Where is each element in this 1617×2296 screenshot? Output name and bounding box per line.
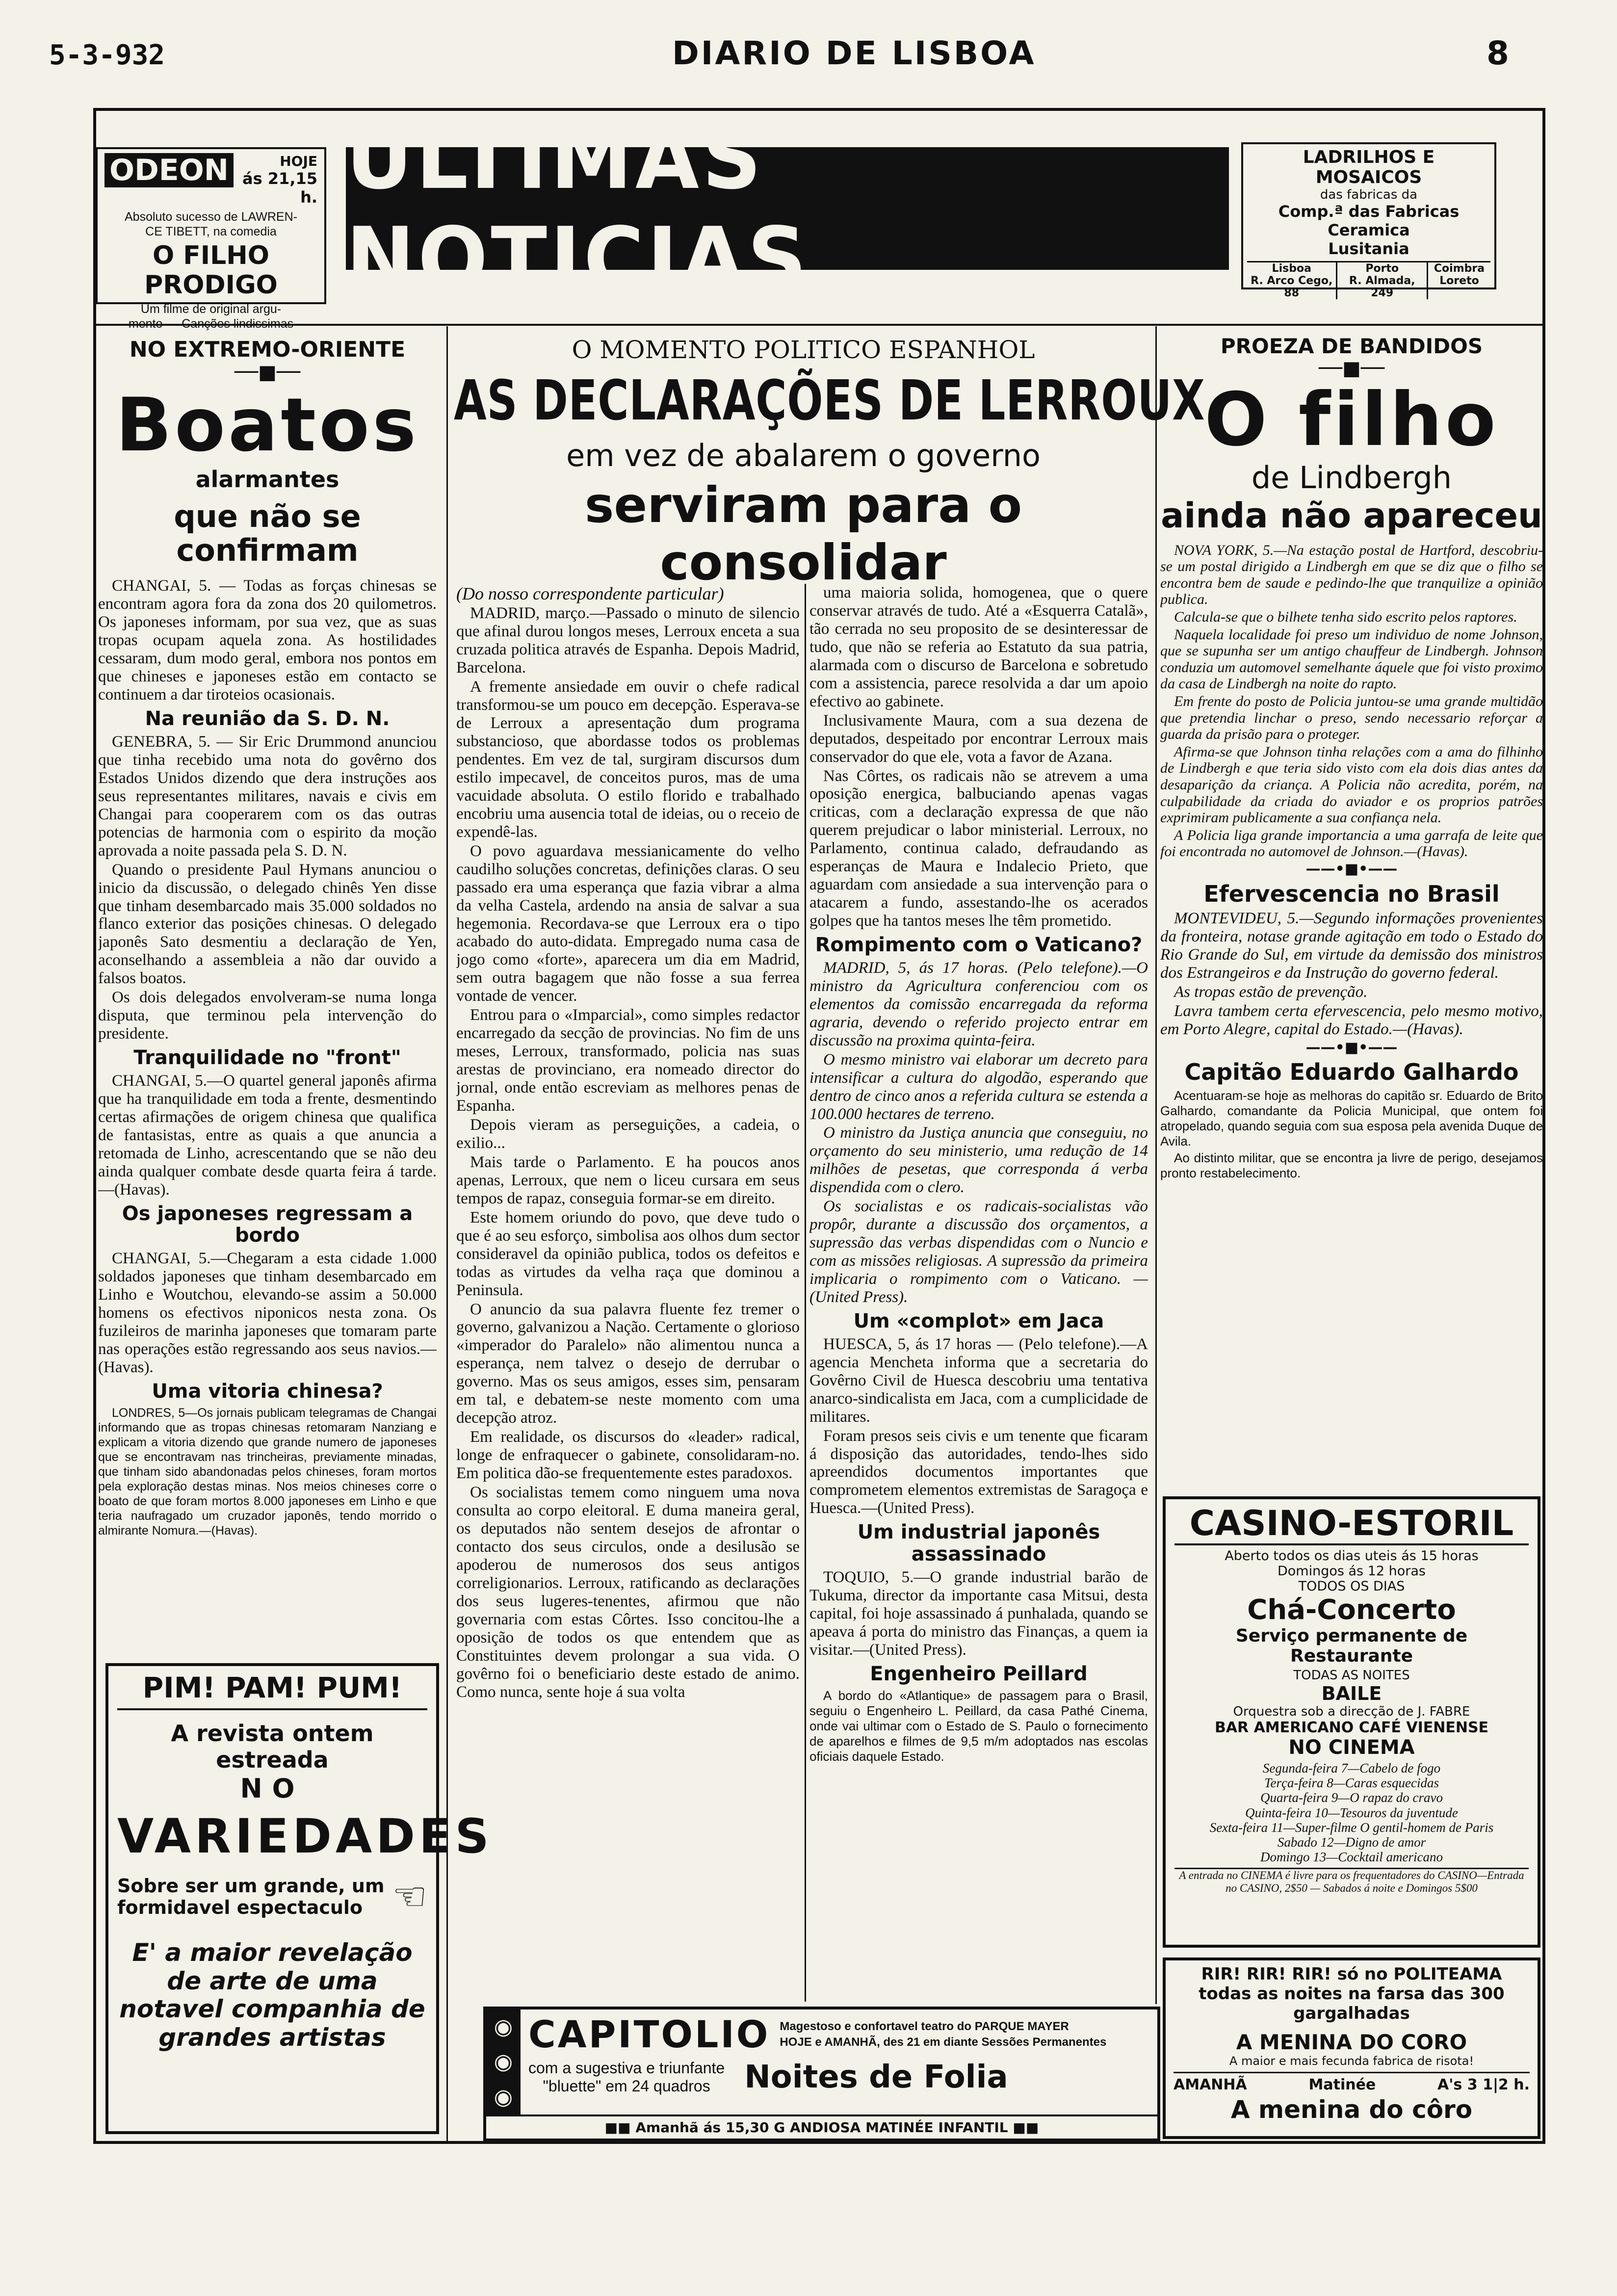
casino-bar: BAR AMERICANO CAFÉ VIENENSE [1214, 1719, 1489, 1736]
pim-theatre: VARIEDADES [117, 1809, 493, 1864]
newspaper-title: DIARIO DE LISBOA [672, 34, 1036, 72]
pim-title: PIM! PAM! PUM! [117, 1671, 427, 1710]
col1-h3: Tranquilidade no "front" [133, 1046, 401, 1070]
col3-p4: MADRID, 5, ás 17 horas. (Pelo telefone).—O ministro da Agricultura conferenciou com os elementos da comissão encarregada da reforma agraria, devendo o referido projecto entrar em discussão na proxima quinta-feira. [809, 959, 1148, 1049]
casino-cha: Chá-Concerto [1247, 1594, 1456, 1626]
casino-program-item: Segunda-feira 7—Cabelo de fogo [1262, 1761, 1441, 1775]
col4-sub2: ainda não apareceu [1161, 496, 1542, 536]
ladrilhos-city-coimbra: Coimbra [1434, 262, 1485, 275]
pointing-hand-icon: ☜ [392, 1874, 427, 1919]
column-divider-1 [446, 326, 448, 2141]
ad-odeon [96, 147, 326, 331]
politeama-title: A MENINA DO CORO [1236, 2030, 1467, 2054]
ladrilhos-line1: das fabricas da [1320, 187, 1418, 202]
column-divider-3 [1155, 326, 1157, 2004]
col2-p2: A fremente ansiedade em ouvir o chefe radical transformou-se um pouco em decepção. Esperava-se de Lerroux a apresentação dum programa substancioso, que abordasse todos os problemas pendentes. Em vez de tal, surgiram discursos dum estilo impecavel, de conceitos puros, mas de uma vacuidade absoluta. O estilo florido e trabalhado encobriu uma ausencia total de ideias, ou o receio de expendê-las. [456, 678, 800, 841]
banner-title: ULTIMAS NOTICIAS [346, 107, 810, 310]
col4-p1: NOVA YORK, 5.—Na estação postal de Hartford, descobriu-se um postal dirigido a Lindbergh em que se diz que o filho se encontra bem de saude e pedindo-lhe que tranquilize a opinião publica. [1160, 542, 1543, 608]
ladrilhos-city-lisboa: Lisboa [1272, 262, 1311, 275]
pim-line1: A revista ontem estreada [171, 1720, 374, 1773]
col2-sub2: serviram para o consolidar [584, 476, 1022, 591]
issue-date: 5-3-932 [49, 39, 165, 71]
col3-p11: A bordo do «Atlantique» de passagem para o Brasil, seguiu o Engenheiro L. Peillard, da casa Pathé Cinema, onde vai ultimar com o Estado de S. Paulo o fornecimento de aparelhos e filmes de 9,5 m/m adoptados nas escolas oficiais daquele Estado. [809, 1688, 1148, 1764]
politeama-line2: todas as noites na farsa das 300 gargalhadas [1199, 1984, 1505, 2023]
col3-p5: O mesmo ministro vai elaborar um decreto para intensificar a cultura do algodão, esperando que dentro de cinco anos a referida cultura se estenda a 100.000 hectares de terreno. [809, 1050, 1148, 1123]
film-reel-icon: ◉ [494, 2014, 513, 2040]
ad-politeama [1163, 1957, 1540, 2139]
col4-p2: Calcula-se que o bilhete tenha sido escrito pelos raptores. [1174, 609, 1517, 626]
casino-program-item: Sabado 12—Digno de amor [1277, 1835, 1426, 1850]
odeon-film: O FILHO PRODIGO [144, 241, 278, 300]
col3-p8: HUESCA, 5, ás 17 horas — (Pelo telefone).—A agencia Mencheta informa que a secretaria do Govêrno Civil de Huesca descobriu uma tentativa anarco-sindicalista em Jaca, com a cumplicidade de militares. [809, 1335, 1148, 1426]
col1-kicker: NO EXTREMO-ORIENTE [129, 337, 406, 362]
politeama-bottom-title: A menina do côro [1230, 2095, 1473, 2124]
casino-line3: TODOS OS DIAS [1298, 1579, 1405, 1594]
film-reel-icon: ◉ [494, 2084, 513, 2110]
odeon-line2: CE TIBETT, na comedia [145, 225, 277, 238]
col4-p5: Afirma-se que Johnson tinha relações com a ama do filhinho de Lindbergh e que teria sido visto com ela dois dias antes da desaparição da criança. A Policia não acredita, porém, na culpabilidade da criada do aviador e os proprios patrões exprimiram publicamente a sua confiança nela. [1160, 743, 1543, 826]
casino-program-item: Domingo 13—Cocktail americano [1260, 1850, 1443, 1865]
top-divider [96, 324, 1543, 326]
capitolio-line2: HOJE e AMANHÃ, des 21 em diante Sessões Permanentes [780, 2035, 1107, 2049]
col2-p9: Em realidade, os discursos do «leader» radical, longe de enfraquecer o gabinete, consolidaram-no. Em politica dão-se frequentemente estes paradoxos. [456, 1428, 800, 1483]
politeama-bottom-left: AMANHÃ [1174, 2076, 1247, 2093]
casino-title: CASINO-ESTORIL [1174, 1503, 1529, 1545]
col1-headline: Boatos [115, 383, 419, 469]
casino-line2: Domingos ás 12 horas [1277, 1564, 1426, 1579]
ad-capitolio: ◉ ◉ ◉ CAPITOLIO Magestoso e confortavel teatro do PARQUE MAYER HOJE e AMANHÃ, des 21 em diante Sessões Permanentes com a sugestiva e triunfante "bluette" em 24 quadros Noites de Folia ■■ Amanhã ás 15,30 G ANDIOSA MATINÉE INFANTIL ■■ [483, 2007, 1160, 2141]
column-lerroux [456, 584, 800, 2002]
col3-h4: Engenheiro Peillard [870, 1662, 1088, 1685]
casino-baile: BAILE [1321, 1683, 1382, 1704]
col2-p8: O anuncio da sua palavra fluente fez tremer o governo, galvanizou a Nação. Certamente o glorioso «imperador do Paralelo» não alimentou nunca a esperança, nem talvez o desejo de derrubar o governo. Mas os seus amigos, esses sim, pensaram em tal, e debatem-se neste momento com uma decepção atroz. [456, 1300, 800, 1427]
col2-p10: Os socialistas temem como ninguem uma nova consulta ao corpo eleitoral. E duma maneira geral, os deputados não sentem desejos de afrontar o contacto dos seus circulos, onde a desilusão se apoderou de numerosos dos seus antigos correligionarios. Lerroux, ratificando as declarações dos seus lugeres-tenentes, afirmou que não governaria com estas Côrtes. Isso concitou-lhe a oposição de todos os que entendem que as Constituintes devem prolongar a sua vida. O govêrno foi o beneficiario deste estado de animo. Como nunca, sente hoje á sua volta [456, 1484, 800, 1701]
col4-headline: O filho [1204, 377, 1499, 463]
col3-p7: Os socialistas e os radicais-socialistas vão propôr, durante a discussão dos orçamentos, a supressão das verbas dispendidas com o Nuncio e com as missões religiosas. A supressão da primeira implicaria o rompimento com o Vaticano. — (United Press). [809, 1198, 1148, 1306]
ad-pim-pam-pum [105, 1663, 493, 2134]
politeama-line1: RIR! RIR! RIR! só no POLITEAMA [1201, 1964, 1502, 1984]
casino-orquestra: Orquestra sob a direcção de J. FABRE [1233, 1704, 1470, 1719]
casino-program-item: Terça-feira 8—Caras esquecidas [1264, 1775, 1439, 1791]
col4-sub1: de Lindbergh [1251, 459, 1452, 496]
col4-p7: MONTEVIDEU, 5.—Segundo informações provenientes da fronteira, notase grande agitação em todo o Estado do Rio Grande do Sul, em virtude da demissão dos ministros dos Estrangeiros e da Instrução do governo federal. [1160, 910, 1543, 982]
col3-p1: uma maioria solida, homogenea, que o quere conservar através de tudo. Até a «Esquerra Catalã», tão cerrada no seu proposito de se desinteressar de tudo, que não se referia ao Estatuto da sua patria, alarmada com o discurso de Barcelona e sobretudo com a assistencia, parece resolvida a dar um apoio efectivo ao gabinete. [809, 584, 1148, 710]
column-extremo-oriente: NO EXTREMO-ORIENTE ──■── Boatos alarmantes que não se confirmam CHANGAI, 5. — Todas as forças chinesas se encontram agora fora da zona dos 20 quilometros. Os japoneses informam, por sua vez, que as suas tropas ocupam aquela zona. As hostilidades cessaram, dum modo geral, embora nos pontos em que chineses e japoneses estão em contacto se continuem a dar tiroteios ocasionais. Na reunião da S. D. N. GENEBRA, 5. — Sir Eric Drummond anunciou que tinha recebido uma nota do govêrno dos Estados Unidos dizendo que dera instruções aos seus representantes militares, navais e civis em Changai para cooperarem com os das outras potencias de harmonia com o espirito da moção aprovada a noite passada pela S. D. N. Quando o presidente Paul Hymans anunciou o inicio da discussão, o delegado chinês Yen disse que tinham desembarcado mais 35.000 soldados no flanco exterior das posições chinesas. O delegado japonês Sato desmentiu a declaração de Yen, aconselhando a assembleia a não dar ouvido a falsos boatos. Os dois delegados envolveram-se numa longa disputa, que terminou pela intervenção do presidente. Tranquilidade no "front" CHANGAI, 5.—O quartel general japonês afirma que ha tranquilidade em toda a frente, desmentindo certas afirmações de origem chinesa que qualifica de fantasistas, entre as quais a que anuncia a retomada de Linho, acrescentando que se não deu ainda qualquer combate desde quarta feira á tarde.—(Havas). Os japoneses regressam a bordo CHANGAI, 5.—Chegaram a esta cidade 1.000 soldados japoneses que tinham desembarcado em Linho e Woutchou, elevando-se assim a 50.000 homens os efectivos niponicos nesta zona. Os fuzileiros de marinha japoneses que tomaram parte nas operações estão regressando aos seus navios.—(Havas). Uma vitoria chinesa? LONDRES, 5—Os jornais publicam telegramas de Changai informando que as tropas chinesas retomaram Nanziang e explicam a vitoria dizendo que grande numero de japoneses que se encontravam nas trincheiras, previamente minadas, que tinham sido abandonadas pelos chineses, foram mortos pela exploração destas minas. Nos meios chineses corre o boato de que foram mortos 8.000 japoneses em Linho e que teria naufragado um cruzador japonês, tendo morrido o almirante Nomura.—(Havas). [98, 337, 437, 1538]
capitolio-line3: com a sugestiva e triunfante [528, 2059, 725, 2077]
col2-p3: O povo aguardava messianicamente do velho caudilho soluções concretas, definições claras. O seu passado era uma esperança que fazia vibrar a alma da velha Castela, ardendo na ansia de salvar a sua hegemonia. Recordava-se que Lerroux era o tipo acabado do auto-didata. Empregado numa casa de jogo como «forte», aparecera um dia em Madrid, sem outra bagagem que não fosse a sua ferrea vontade de vencer. [456, 842, 800, 1005]
ladrilhos-address-lisboa: R. Arco Cego, 88 [1251, 275, 1333, 299]
col1-p6: CHANGAI, 5.—Chegaram a esta cidade 1.000 soldados japoneses que tinham desembarcado em Linho e Woutchou, elevando-se assim a 50.000 homens os efectivos niponicos nesta zona. Os fuzileiros de marinha japoneses que tomaram parte nas operações estão regressando aos seus navios.—(Havas). [98, 1250, 437, 1376]
ad-ladrilhos [1241, 142, 1496, 299]
col1-h4: Os japoneses regressam a bordo [122, 1202, 413, 1247]
col4-kicker: PROEZA DE BANDIDOS [1220, 334, 1483, 358]
casino-program-item: Quarta-feira 9—O rapaz do cravo [1260, 1790, 1443, 1805]
pim-line2: NO [240, 1773, 305, 1804]
col4-h1: Efervescencia no Brasil [1203, 880, 1500, 907]
col4-p4: Em frente do posto de Policia juntou-se uma grande multidão que pretendia linchar o preso, sendo necessario reforçar a guarda da prisão para o proteger. [1160, 693, 1543, 743]
col2-p4: Entrou para o «Imparcial», como simples redactor encarregado da secção de provincias. No fim de uns meses, Lerroux, transformado, policia nas suas arestas de provinciano, era nomeado director do jornal, onde então escreviam as melhores penas de Espanha. [456, 1006, 800, 1115]
capitolio-show: Noites de Folia [744, 2059, 1008, 2095]
col2-p1: MADRID, março.—Passado o minuto de silencio que afinal durou longos meses, Lerroux enceta a sua cruzada politica através de Espanha. Depois Madrid, Barcelona. [456, 604, 800, 677]
spanish-politics-header [454, 329, 1205, 591]
capitolio-name: CAPITOLIO [528, 2012, 770, 2056]
col4-p6: A Policia liga grande importancia a uma garrafa de leite que foi encontrada no automovel de Johnson.—(Havas). [1160, 827, 1543, 860]
casino-program-item: Quinta-feira 10—Tesouros da juventude [1245, 1805, 1458, 1820]
col3-p6: O ministro da Justiça anuncia que conseguiu, no orçamento do seu ministerio, uma redução de 14 milhões de pesetas, que corresponda á verba dispendida com o clero. [809, 1124, 1148, 1197]
ladrilhos-line2: Comp.ª das Fabricas Ceramica [1278, 202, 1460, 239]
col4-p11: Ao distinto militar, que se encontra ja livre de perigo, desejamos pronto restabelecimento. [1160, 1150, 1543, 1180]
col3-p2: Inclusivamente Maura, com a sua dezena de deputados, despeitado por encontrar Lerroux mais conservador do que ele, vota a favor de Azana. [809, 711, 1148, 766]
casino-servico: Serviço permanente de Restaurante [1235, 1626, 1468, 1666]
col4-p10: Acentuaram-se hoje as melhoras do capitão sr. Eduardo de Brito Galhardo, comandante da Policia Municipal, que ontem foi atropelado, quando seguia com sua esposa pela avenida Duque de Avila. [1160, 1088, 1543, 1149]
capitolio-line1: Magestoso e confortavel teatro do PARQUE MAYER [780, 2020, 1069, 2034]
capitolio-footer: Amanhã ás 15,30 G ANDIOSA MATINÉE INFANTIL [635, 2119, 1008, 2136]
col1-p2: GENEBRA, 5. — Sir Eric Drummond anunciou que tinha recebido uma nota do govêrno dos Estados Unidos dizendo que dera instruções aos seus representantes militares, navais e civis em Changai para cooperarem com os das outras potencias de harmonia com o espirito da moção aprovada a noite passada pela S. D. N. [98, 732, 437, 860]
col2-byline: (Do nosso correspondente particular) [456, 584, 724, 603]
page-number: 8 [1487, 34, 1509, 72]
pim-line3: Sobre ser um grande, um [117, 1875, 385, 1897]
capitolio-line4: "bluette" em 24 quadros [543, 2077, 710, 2095]
col2-p5: Depois vieram as perseguições, a cadeia, o exilio... [456, 1116, 800, 1152]
odeon-name: ODEON [104, 153, 234, 187]
col4-p8: As tropas estão de prevenção. [1174, 983, 1368, 1001]
pim-line4: formidavel espectaculo [117, 1896, 363, 1918]
pim-slogan: E' a maior revelação de arte de uma notavel companhia de grandes artistas [119, 1938, 425, 2052]
col4-h2: Capitão Eduardo Galhardo [1184, 1059, 1519, 1086]
casino-footer: A entrada no CINEMA é livre para os frequentadores do CASINO—Entrada no CASINO, 2$50 — Sabados á noite e Domingos 5$00 [1174, 1868, 1529, 1895]
col1-p3: Quando o presidente Paul Hymans anunciou o inicio da discussão, o delegado chinês Yen disse que tinham desembarcado mais 35.000 soldados no flanco exterior das posições chinesas. O delegado japonês Sato desmentiu a declaração de Yen, aconselhando a assembleia a não dar ouvido a falsos boatos. [98, 861, 437, 988]
ad-casino-estoril [1163, 1496, 1540, 1948]
col4-p9: Lavra tambem certa efervescencia, pelo mesmo motivo, em Porto Alegre, capital do Estado.—(Havas). [1160, 1002, 1543, 1038]
col4-p3: Naquela localidade foi preso um individuo de nome Johnson, que se supunha ser um antigo chauffeur de Lindbergh. Johnson conduzia um automovel semelhante áquele que foi visto proximo da casa de Lindbergh na noite do rapto. [1160, 626, 1543, 692]
ultimas-noticias-banner [346, 107, 1229, 310]
ladrilhos-title: LADRILHOS E MOSAICOS [1303, 147, 1435, 187]
col3-p10: TOQUIO, 5.—O grande industrial barão de Tukuma, director da importante casa Mitsui, desta capital, foi hoje assassinado á punhalada, quando se apeava á porta do ministro das Finanças, a quem ia visitar.—(United Press). [809, 1568, 1148, 1659]
casino-cinema: NO CINEMA [1288, 1736, 1415, 1759]
col1-sub1: alarmantes [195, 466, 339, 493]
col2-p7: Este homem oriundo do povo, que deve tudo o que é ao seu esforço, simbolisa aos olhos dum sector consideravel da opinião publica, todos os defeitos e todas as virtudes da velha raça que dominou a Peninsula. [456, 1208, 800, 1299]
col1-p7: LONDRES, 5—Os jornais publicam telegramas de Changai informando que as tropas chinesas retomaram Nanziang e explicam a vitoria dizendo que grande numero de japoneses que se encontravam nas trincheiras, previamente minadas, que tinham sido abandonadas pelos chineses, foram mortos pela exploração destas minas. Nos meios chineses corre o boato de que foram mortos 8.000 japoneses em Linho e que teria naufragado um cruzador japonês, tendo morrido o almirante Nomura.—(Havas). [98, 1406, 437, 1538]
politeama-line3: A maior e mais fecunda fabrica de risota! [1229, 2054, 1474, 2068]
ladrilhos-address-porto: R. Almada, 249 [1349, 275, 1415, 299]
ladrilhos-address-coimbra: Loreto [1439, 275, 1479, 287]
col3-h3: Um industrial japonês assassinado [857, 1521, 1100, 1566]
col2-kicker: O MOMENTO POLITICO ESPANHOL [572, 336, 1035, 364]
odeon-time-label: HOJE [280, 153, 317, 169]
col1-p4: Os dois delegados envolveram-se numa longa disputa, que terminou pela intervenção do presidente. [98, 989, 437, 1043]
col1-sub2: que não se confirmam [174, 498, 361, 569]
col2-headline: AS DECLARAÇÕES DE LERROUX [454, 369, 1205, 433]
col2-p6: Mais tarde o Parlamento. E ha poucos anos apenas, Lerroux, que nem o liceu cursara em seus tempos de rapaz, conseguia formar-se em direito. [456, 1153, 800, 1207]
col1-h5: Uma vitoria chinesa? [152, 1380, 383, 1403]
odeon-line4: mento — Canções lindissimas [128, 317, 294, 331]
ladrilhos-line3: Lusitania [1328, 239, 1409, 258]
odeon-line3: Um filme de original argu- [140, 302, 282, 316]
col3-p9: Foram presos seis civis e um tenente que ficaram á disposição das autoridades, tendo-lhes sido apreendidos documentos importantes que comprometem elementos extremistas de Saragoça e Huesca.—(United Press). [809, 1427, 1148, 1517]
politeama-bottom-mid: Matinée [1308, 2076, 1376, 2093]
ladrilhos-city-porto: Porto [1365, 262, 1399, 275]
col1-p1: CHANGAI, 5. — Todas as forças chinesas se encontram agora fora da zona dos 20 quilometros. Os japoneses informam, por sua vez, que as suas tropas ocupam aquela zona. As hostilidades cessaram, dum modo geral, embora nos pontos em que chineses e japoneses estão em contacto se continuem a dar tiroteios ocasionais. [98, 577, 437, 704]
casino-line1: Aberto todos os dias uteis ás 15 horas [1225, 1548, 1479, 1564]
column-lindbergh: PROEZA DE BANDIDOS ──■── O filho de Lindbergh ainda não apareceu NOVA YORK, 5.—Na estação postal de Hartford, descobriu-se um postal dirigido a Lindbergh em que se diz que o filho se encontra bem de saude e pedindo-lhe que tranquilize a opinião publica. Calcula-se que o bilhete tenha sido escrito pelos raptores. Naquela localidade foi preso um individuo de nome Johnson, que se supunha ser um antigo chauffeur de Lindbergh. Johnson conduzia um automovel semelhante áquele que foi visto proximo da casa de Lindbergh na noite do rapto. Em frente do posto de Policia juntou-se uma grande multidão que pretendia linchar o preso, sendo necessario reforçar a guarda da prisão para o proteger. Afirma-se que Johnson tinha relações com a ama do filhinho de Lindbergh e que teria sido visto com ela dois dias antes da desaparição da criança. A Policia não acredita, porém, na culpabilidade da criada do aviador e os proprios patrões exprimiram publicamente a sua confiança nela. A Policia liga grande importancia a uma garrafa de leite que foi encontrada no automovel de Johnson.—(Havas). ——•■•—— Efervescencia no Brasil MONTEVIDEU, 5.—Segundo informações provenientes da fronteira, notase grande agitação em todo o Estado do Rio Grande do Sul, em virtude da demissão dos ministros dos Estrangeiros e da Instrução do governo federal. As tropas estão de prevenção. Lavra tambem certa efervescencia, pelo mesmo motivo, em Porto Alegre, capital do Estado.—(Havas). ——•■•—— Capitão Eduardo Galhardo Acentuaram-se hoje as melhoras do capitão sr. Eduardo de Brito Galhardo, comandante da Policia Municipal, que ontem foi atropelado, quando seguia com sua esposa pela avenida Duque de Avila. Ao distinto militar, que se encontra ja livre de perigo, desejamos pronto restabelecimento. [1160, 334, 1543, 1180]
col3-h1: Rompimento com o Vaticano? [815, 934, 1143, 957]
casino-line4: TODAS AS NOITES [1293, 1668, 1410, 1683]
col1-h2: Na reunião da S. D. N. [145, 707, 390, 731]
odeon-line1: Absoluto sucesso de LAWREN- [124, 210, 297, 224]
film-reel-icon: ◉ [494, 2049, 513, 2075]
column-spain-news [809, 584, 1148, 2002]
col3-p3: Nas Côrtes, os radicais não se atrevem a uma oposição energica, balbuciando apenas vagas criticas, com a declaração expressa de que não querem prejudicar o labor ministerial. Lerroux, no Parlamento, continua calado, defraudando as esperanças de Maura e Indalecio Prieto, que aguardam com ansiedade a sua intervenção para o atacarem a fundo, assestando-lhe os acerados golpes que ha tantos meses lhe têm prometido. [809, 767, 1148, 930]
odeon-time: ás 21,15 h. [242, 169, 317, 207]
col3-h2: Um «complot» em Jaca [853, 1310, 1104, 1333]
col1-p5: CHANGAI, 5.—O quartel general japonês afirma que ha tranquilidade em toda a frente, desmentindo certas afirmações de origem chinesa que qualifica de fantasistas, entre as quais a que anuncia a retomada de Linho, acrescentando que se não deu ainda qualquer combate desde quarta feira á tarde.—(Havas). [98, 1071, 437, 1199]
column-divider-2 [805, 584, 806, 2002]
politeama-bottom-right: A's 3 1|2 h. [1437, 2076, 1530, 2093]
col2-sub1: em vez de abalarem o governo [566, 438, 1041, 473]
casino-program-item: Sexta-feira 11—Super-filme O gentil-homem de Paris [1209, 1820, 1494, 1835]
